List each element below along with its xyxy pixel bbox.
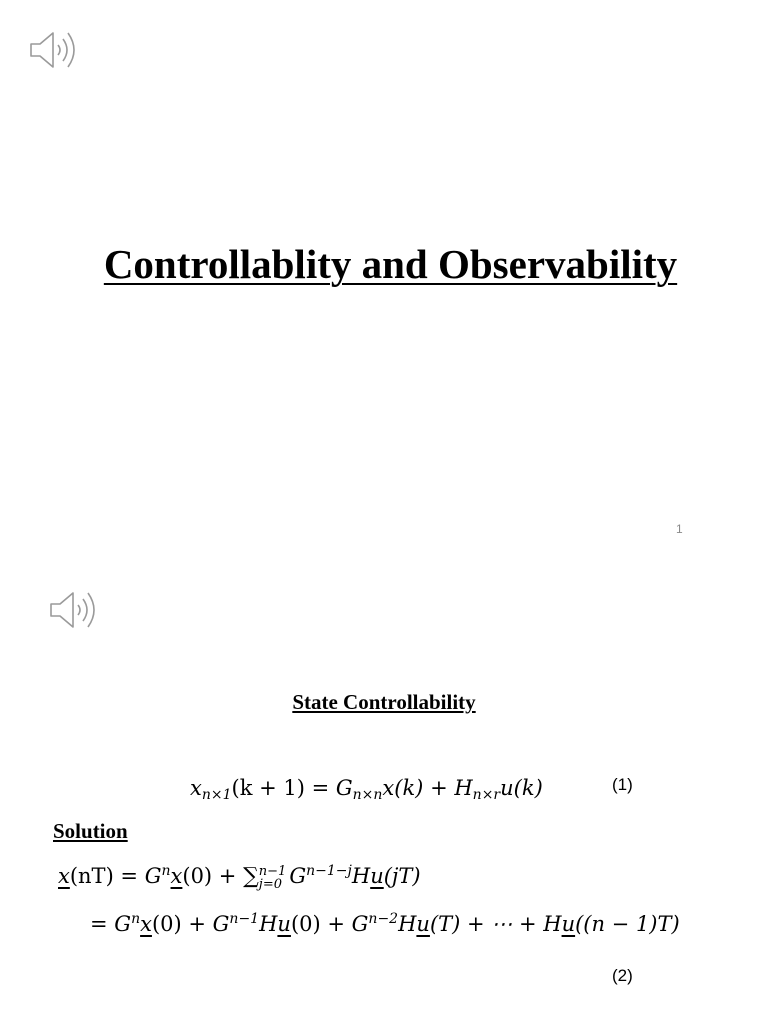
equation-number-1: (1) [612, 775, 633, 794]
speaker-icon[interactable] [46, 588, 100, 632]
slide-title: Controllablity and Observability [103, 241, 678, 287]
solution-label: Solution [53, 819, 128, 843]
section-heading: State Controllability [292, 690, 476, 714]
page-number: 1 [676, 522, 683, 536]
equation-number-2: (2) [612, 966, 633, 985]
equation-2-line-1: $x(nT) = G^nx(0)$ + ∑ n−1 j=0 $G^{n-1-j}Hu(jT)$ [58, 863, 421, 892]
equation-1: $x_{n\times 1}(k + 1) = G_{n\times n}x(k) + H_{n\times r}u(k)$ [190, 776, 543, 803]
equation-2-line-2: = $G^nx(0) + G^{n-1}Hu(0) + G^{n-2}Hu(T)$ + ⋯ + Hu((n − 1)T) [90, 911, 680, 936]
speaker-icon[interactable] [26, 28, 80, 72]
